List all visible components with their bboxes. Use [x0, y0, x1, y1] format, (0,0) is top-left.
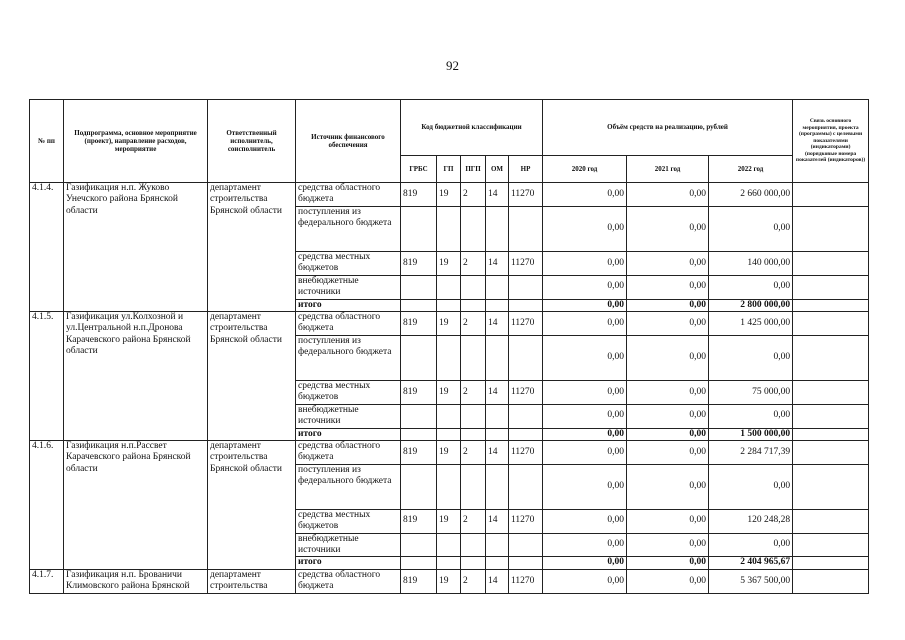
source-label: средства областного бюджета [296, 440, 401, 464]
source-label: средства областного бюджета [296, 311, 401, 335]
code-om: 14 [486, 509, 509, 533]
code-pgp: 2 [461, 183, 486, 207]
table-row [30, 311, 869, 335]
source-label: средства местных бюджетов [296, 380, 401, 404]
value-2022: 2 660 000,00 [709, 183, 793, 207]
code-grbs [401, 464, 437, 509]
value-2020: 0,00 [543, 464, 627, 509]
value-2020: 0,00 [543, 440, 627, 464]
value-2022: 0,00 [709, 533, 793, 557]
value-2022: 0,00 [709, 275, 793, 299]
code-np: 11270 [509, 440, 543, 464]
code-grbs: 819 [401, 440, 437, 464]
value-2022: 75 000,00 [709, 380, 793, 404]
code-om [486, 335, 509, 380]
link-cell [793, 533, 869, 557]
value-2020: 0,00 [543, 183, 627, 207]
code-pgp [461, 533, 486, 557]
source-label: итого [296, 557, 401, 569]
source-label: поступления из федерального бюджета [296, 335, 401, 380]
source-label: внебюджетные источники [296, 533, 401, 557]
value-2020: 0,00 [543, 533, 627, 557]
value-2022: 140 000,00 [709, 251, 793, 275]
header-responsible: Ответственный исполнитель, соисполнитель [208, 100, 296, 183]
value-2020: 0,00 [543, 275, 627, 299]
value-2021: 0,00 [627, 509, 709, 533]
value-2020: 0,00 [543, 335, 627, 380]
source-label: итого [296, 428, 401, 440]
value-2022: 0,00 [709, 206, 793, 251]
page-number: 92 [446, 58, 459, 73]
link-cell [793, 404, 869, 428]
link-cell [793, 464, 869, 509]
value-2021: 0,00 [627, 464, 709, 509]
code-om [486, 404, 509, 428]
project-number: 4.1.7. [30, 569, 64, 593]
code-grbs [401, 428, 437, 440]
project-name: Газификация н.п. Брованичи Климовского района Брянской [64, 569, 208, 593]
code-pgp: 2 [461, 569, 486, 593]
code-np [509, 404, 543, 428]
code-gp [437, 404, 461, 428]
source-label: итого [296, 299, 401, 311]
code-gp [437, 464, 461, 509]
link-cell [793, 569, 869, 593]
value-2020: 0,00 [543, 380, 627, 404]
code-np: 11270 [509, 311, 543, 335]
link-cell [793, 380, 869, 404]
value-2021: 0,00 [627, 404, 709, 428]
code-grbs: 819 [401, 251, 437, 275]
header-gp: ГП [437, 156, 461, 183]
code-grbs [401, 404, 437, 428]
value-2020: 0,00 [543, 569, 627, 593]
code-np [509, 428, 543, 440]
header-grbs: ГРБС [401, 156, 437, 183]
source-label: средства местных бюджетов [296, 251, 401, 275]
link-cell [793, 299, 869, 311]
value-2020: 0,00 [543, 299, 627, 311]
code-np [509, 533, 543, 557]
project-number: 4.1.4. [30, 183, 64, 312]
header-2020: 2020 год [543, 156, 627, 183]
value-2020: 0,00 [543, 251, 627, 275]
code-pgp [461, 206, 486, 251]
value-2021: 0,00 [627, 206, 709, 251]
value-2020: 0,00 [543, 557, 627, 569]
project-number: 4.1.6. [30, 440, 64, 569]
table-row [30, 183, 869, 207]
code-om [486, 299, 509, 311]
source-label: поступления из федерального бюджета [296, 206, 401, 251]
code-gp [437, 206, 461, 251]
code-grbs: 819 [401, 380, 437, 404]
code-om [486, 206, 509, 251]
code-pgp [461, 464, 486, 509]
code-om: 14 [486, 183, 509, 207]
value-2022: 2 284 717,39 [709, 440, 793, 464]
code-grbs: 819 [401, 509, 437, 533]
source-label: внебюджетные источники [296, 404, 401, 428]
value-2021: 0,00 [627, 428, 709, 440]
source-label: средства областного бюджета [296, 183, 401, 207]
code-om: 14 [486, 569, 509, 593]
code-np [509, 299, 543, 311]
source-label: средства областного бюджета [296, 569, 401, 593]
code-om [486, 533, 509, 557]
link-cell [793, 335, 869, 380]
link-cell [793, 311, 869, 335]
source-label: поступления из федерального бюджета [296, 464, 401, 509]
code-grbs: 819 [401, 569, 437, 593]
code-gp: 19 [437, 183, 461, 207]
code-np [509, 275, 543, 299]
code-grbs [401, 533, 437, 557]
value-2022: 1 500 000,00 [709, 428, 793, 440]
code-grbs [401, 557, 437, 569]
code-pgp: 2 [461, 509, 486, 533]
value-2021: 0,00 [627, 335, 709, 380]
header-2021: 2021 год [627, 156, 709, 183]
table-row [30, 569, 869, 593]
value-2021: 0,00 [627, 557, 709, 569]
project-responsible: департамент строительства Брянской области [208, 311, 296, 440]
code-grbs [401, 206, 437, 251]
project-number: 4.1.5. [30, 311, 64, 440]
value-2022: 0,00 [709, 404, 793, 428]
value-2021: 0,00 [627, 440, 709, 464]
value-2021: 0,00 [627, 533, 709, 557]
code-gp: 19 [437, 569, 461, 593]
code-gp [437, 428, 461, 440]
header-no: № пп [30, 100, 64, 183]
value-2022: 5 367 500,00 [709, 569, 793, 593]
header-om: ОМ [486, 156, 509, 183]
code-pgp [461, 557, 486, 569]
value-2020: 0,00 [543, 206, 627, 251]
value-2021: 0,00 [627, 183, 709, 207]
header-budget-code: Код бюджетной классификации [401, 100, 543, 156]
code-gp: 19 [437, 311, 461, 335]
code-grbs: 819 [401, 311, 437, 335]
code-pgp [461, 404, 486, 428]
value-2022: 1 425 000,00 [709, 311, 793, 335]
value-2021: 0,00 [627, 299, 709, 311]
link-cell [793, 251, 869, 275]
value-2020: 0,00 [543, 509, 627, 533]
value-2021: 0,00 [627, 251, 709, 275]
code-om: 14 [486, 380, 509, 404]
source-label: внебюджетные источники [296, 275, 401, 299]
table-row [30, 440, 869, 464]
code-np: 11270 [509, 183, 543, 207]
value-2020: 0,00 [543, 428, 627, 440]
value-2021: 0,00 [627, 275, 709, 299]
table-header [30, 100, 869, 183]
link-cell [793, 557, 869, 569]
code-np [509, 557, 543, 569]
link-cell [793, 183, 869, 207]
header-link: Связь основного мероприятия, проекта (программы) с целевыми показателями (индикаторами) (порядковые номера показателей (индикаторов)) [793, 100, 869, 183]
code-om: 14 [486, 251, 509, 275]
code-om [486, 464, 509, 509]
project-responsible: департамент строительства Брянской области [208, 183, 296, 312]
header-source: Источник финансового обеспечения [296, 100, 401, 183]
code-pgp: 2 [461, 380, 486, 404]
link-cell [793, 509, 869, 533]
header-np: НР [509, 156, 543, 183]
code-np: 11270 [509, 509, 543, 533]
code-np [509, 335, 543, 380]
project-responsible: департамент строительства Брянской области [208, 440, 296, 569]
code-om [486, 557, 509, 569]
code-pgp: 2 [461, 251, 486, 275]
code-gp [437, 335, 461, 380]
code-om [486, 428, 509, 440]
code-gp: 19 [437, 509, 461, 533]
link-cell [793, 440, 869, 464]
code-pgp [461, 335, 486, 380]
code-np [509, 206, 543, 251]
link-cell [793, 275, 869, 299]
code-om: 14 [486, 440, 509, 464]
header-pgp: ПГП [461, 156, 486, 183]
code-gp [437, 557, 461, 569]
code-np [509, 464, 543, 509]
code-grbs: 819 [401, 183, 437, 207]
link-cell [793, 428, 869, 440]
code-pgp [461, 275, 486, 299]
code-pgp [461, 299, 486, 311]
project-name: Газификация н.п. Жуково Унечского района Брянской области [64, 183, 208, 312]
code-np: 11270 [509, 380, 543, 404]
value-2020: 0,00 [543, 311, 627, 335]
header-program: Подпрограмма, основное мероприятие (проект), направление расходов, мероприятие [64, 100, 208, 183]
code-np: 11270 [509, 569, 543, 593]
code-pgp: 2 [461, 440, 486, 464]
header-2022: 2022 год [709, 156, 793, 183]
value-2022: 120 248,28 [709, 509, 793, 533]
budget-table [29, 99, 869, 594]
value-2021: 0,00 [627, 569, 709, 593]
source-label: средства местных бюджетов [296, 509, 401, 533]
code-gp [437, 275, 461, 299]
code-gp: 19 [437, 251, 461, 275]
link-cell [793, 206, 869, 251]
code-grbs [401, 275, 437, 299]
table-body [30, 183, 869, 594]
value-2021: 0,00 [627, 311, 709, 335]
value-2020: 0,00 [543, 404, 627, 428]
code-gp: 19 [437, 440, 461, 464]
code-gp [437, 299, 461, 311]
code-pgp [461, 428, 486, 440]
value-2021: 0,00 [627, 380, 709, 404]
value-2022: 0,00 [709, 464, 793, 509]
value-2022: 2 800 000,00 [709, 299, 793, 311]
value-2022: 2 404 965,67 [709, 557, 793, 569]
code-om: 14 [486, 311, 509, 335]
code-pgp: 2 [461, 311, 486, 335]
code-grbs [401, 299, 437, 311]
header-volume: Объём средств на реализацию, рублей [543, 100, 793, 156]
code-om [486, 275, 509, 299]
code-grbs [401, 335, 437, 380]
project-name: Газификация н.п.Рассвет Карачевского района Брянской области [64, 440, 208, 569]
value-2022: 0,00 [709, 335, 793, 380]
code-gp: 19 [437, 380, 461, 404]
project-responsible: департамент строительства [208, 569, 296, 593]
project-name: Газификация ул.Колхозной и ул.Центральной н.п.Дронова Карачевского района Брянской области [64, 311, 208, 440]
code-np: 11270 [509, 251, 543, 275]
code-gp [437, 533, 461, 557]
